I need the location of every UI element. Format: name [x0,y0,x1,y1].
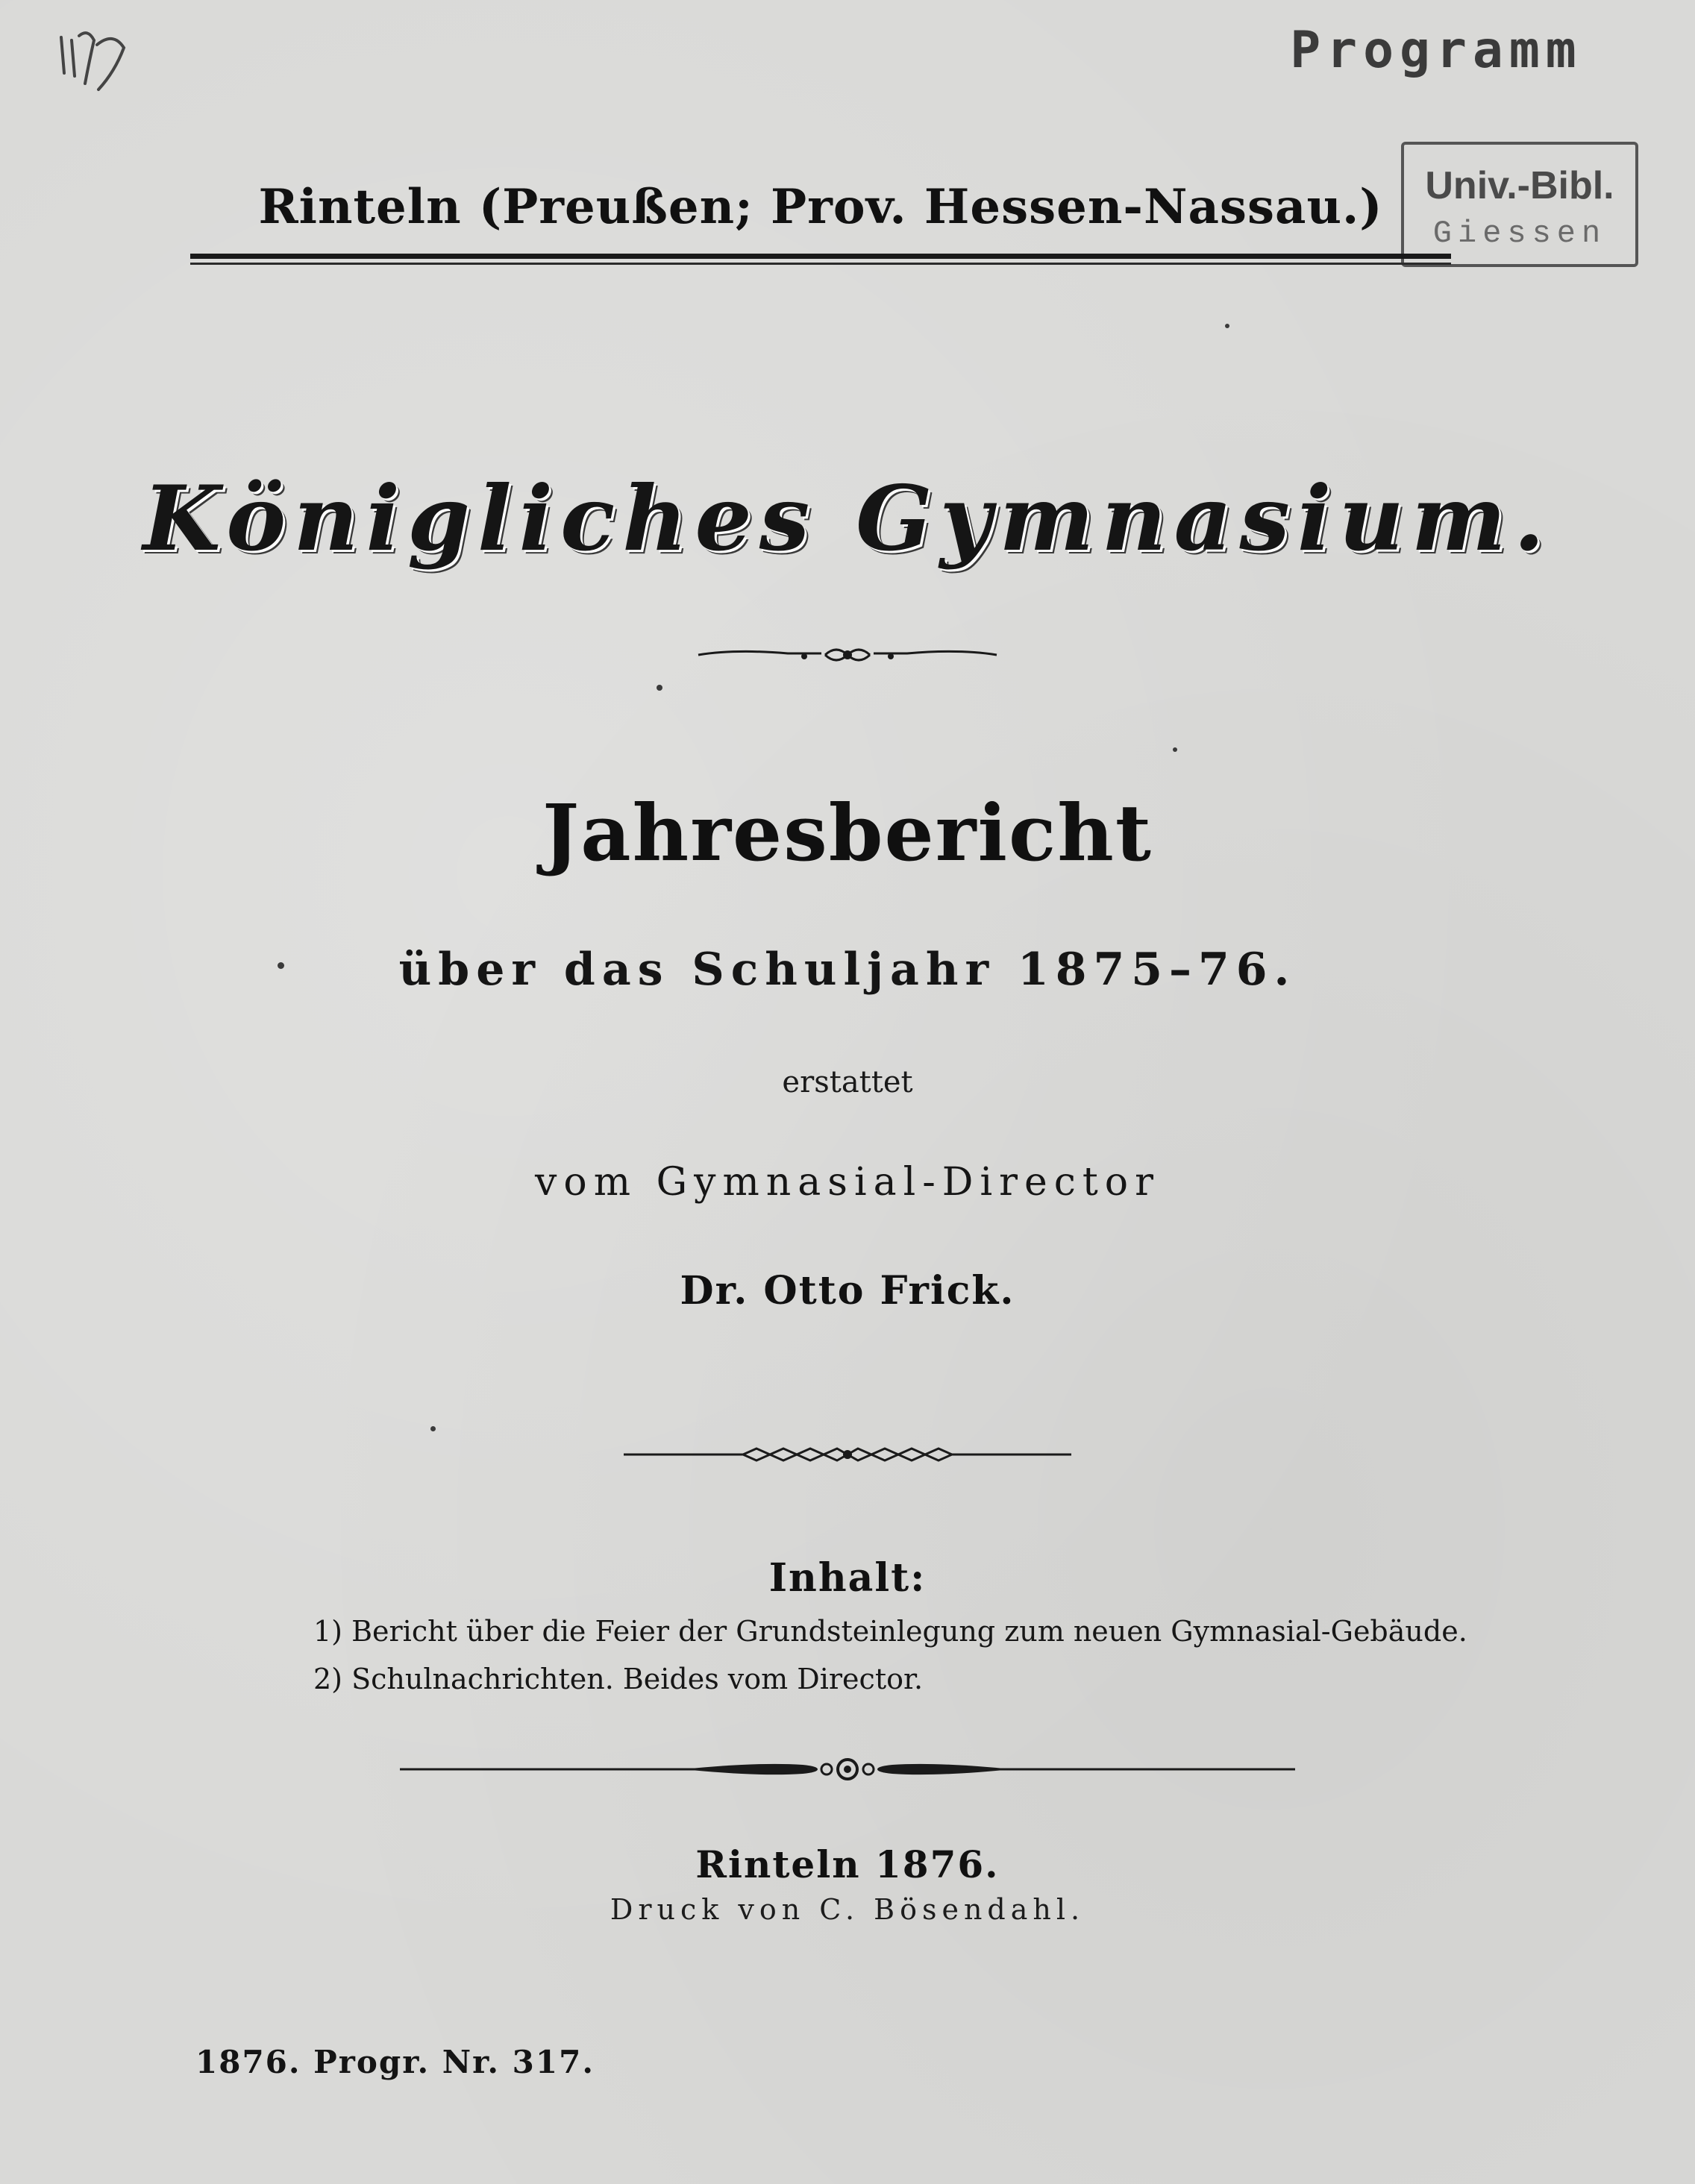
director-title: vom Gymnasial-Director [535,1160,1160,1205]
institution-title: Königliches Gymnasium. [142,466,1553,571]
paper-speck [430,1426,436,1431]
ornament-divider-3 [0,1754,1695,1787]
imprint-place-year: Rinteln 1876. [695,1842,1000,1886]
header-place: Rinteln (Preußen; Prov. Hessen-Nassau.) [258,179,1383,235]
submitted-label: erstattet [782,1065,913,1099]
paper-speck [278,962,284,969]
ornament-divider-1 [0,640,1695,673]
header-rule [190,254,1451,259]
ornament-divider-2 [0,1443,1695,1469]
paper-speck [657,685,662,691]
author-name: Dr. Otto Frick. [680,1268,1015,1314]
paper-speck [1173,747,1177,752]
contents-heading: Inhalt: [768,1555,927,1601]
program-stamp: Programm [1290,21,1582,80]
handwritten-mark [52,15,134,97]
report-title: Jahresbericht [542,787,1153,879]
svg-text:Giessen: Giessen [1432,216,1607,251]
program-number: 1876. Progr. Nr. 317. [195,2044,595,2080]
imprint-printer: Druck von C. Bösendahl. [610,1893,1085,1926]
paper-speck [1225,324,1229,328]
contents-list [313,1613,1477,1708]
contents-item: 1) Bericht über die Feier der Grundsteinlegung zum neuen Gymnasial-Gebäude. [313,1615,1467,1648]
header-rule-thin [190,263,1451,265]
svg-text:Univ.-Bibl.: Univ.-Bibl. [1425,164,1614,207]
school-year: über das Schuljahr 1875–76. [398,944,1297,996]
contents-item: 2) Schulnachrichten. Beides vom Director. [313,1663,924,1695]
